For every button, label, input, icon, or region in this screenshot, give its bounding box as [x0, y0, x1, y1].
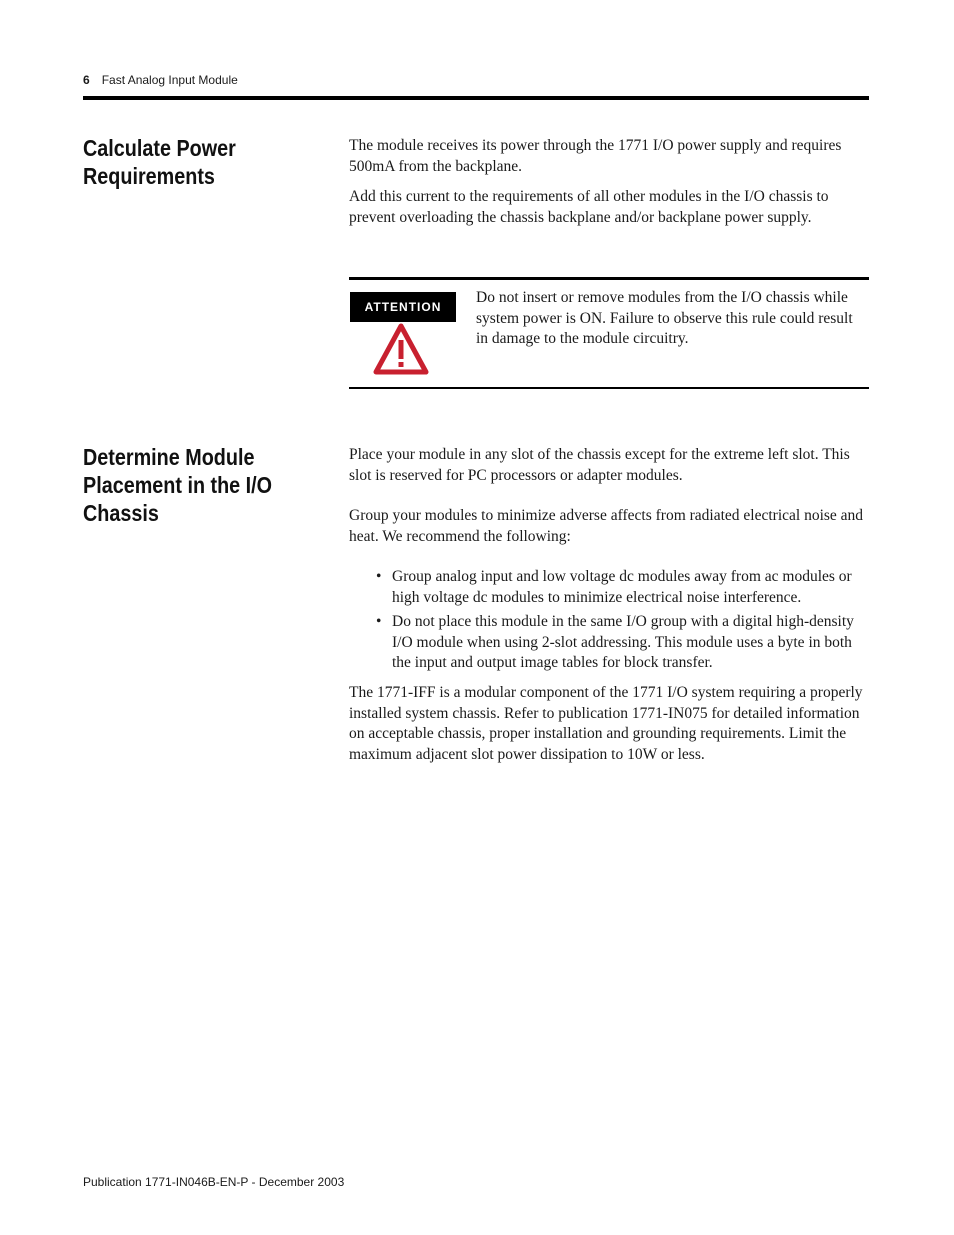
- placement-paragraph-2: Group your modules to minimize adverse affects from radiated electrical noise and heat. We recommend the following:: [349, 507, 864, 545]
- placement-paragraph-3: The 1771-IFF is a modular component of the 1771 I/O system requiring a properly installed system chassis. Refer to publication 1771-IN075 for detailed information on acceptable chassis, proper installation and grounding requirements. Limit the maximum adjacent slot power dissipation to 10W or less.: [349, 684, 863, 763]
- section-heading-placement: Determine Module Placement in the I/O Chassis: [83, 444, 273, 526]
- attention-label: ATTENTION: [350, 292, 456, 322]
- page-header: [83, 73, 238, 87]
- recommendation-list: [349, 567, 869, 678]
- section-heading-power: Calculate Power Requirements: [83, 135, 236, 189]
- attention-text: Do not insert or remove modules from the I/O chassis while system power is ON. Failure to observe this rule could result in damage to the module circuitry.: [476, 289, 853, 347]
- warning-triangle-icon: [373, 323, 429, 375]
- placement-paragraph-1: Place your module in any slot of the chassis except for the extreme left slot. This slot is reserved for PC processors or adapter modules.: [349, 446, 850, 484]
- power-paragraph-2: Add this current to the requirements of all other modules in the I/O chassis to prevent overloading the chassis backplane and/or backplane power supply.: [349, 188, 829, 226]
- list-item: • Group analog input and low voltage dc modules away from ac modules or high voltage dc modules to minimize electrical noise interference.: [376, 568, 852, 606]
- bullet: •: [376, 568, 382, 585]
- page-number: 6: [83, 73, 90, 87]
- attention-top-rule: [349, 277, 869, 280]
- running-title: Fast Analog Input Module: [101, 73, 238, 87]
- list-item: • Do not place this module in the same I/O group with a digital high-density I/O module when using 2-slot addressing. This module uses a byte in both the input and output image tables for block transfer.: [376, 613, 854, 671]
- bullet: •: [376, 613, 382, 630]
- power-paragraph-1: The module receives its power through the 1771 I/O power supply and requires 500mA from the backplane.: [349, 137, 842, 175]
- attention-bottom-rule: [349, 387, 869, 389]
- publication-footer: Publication 1771-IN046B-EN-P - December 2003: [83, 1175, 345, 1189]
- header-rule: [83, 96, 869, 100]
